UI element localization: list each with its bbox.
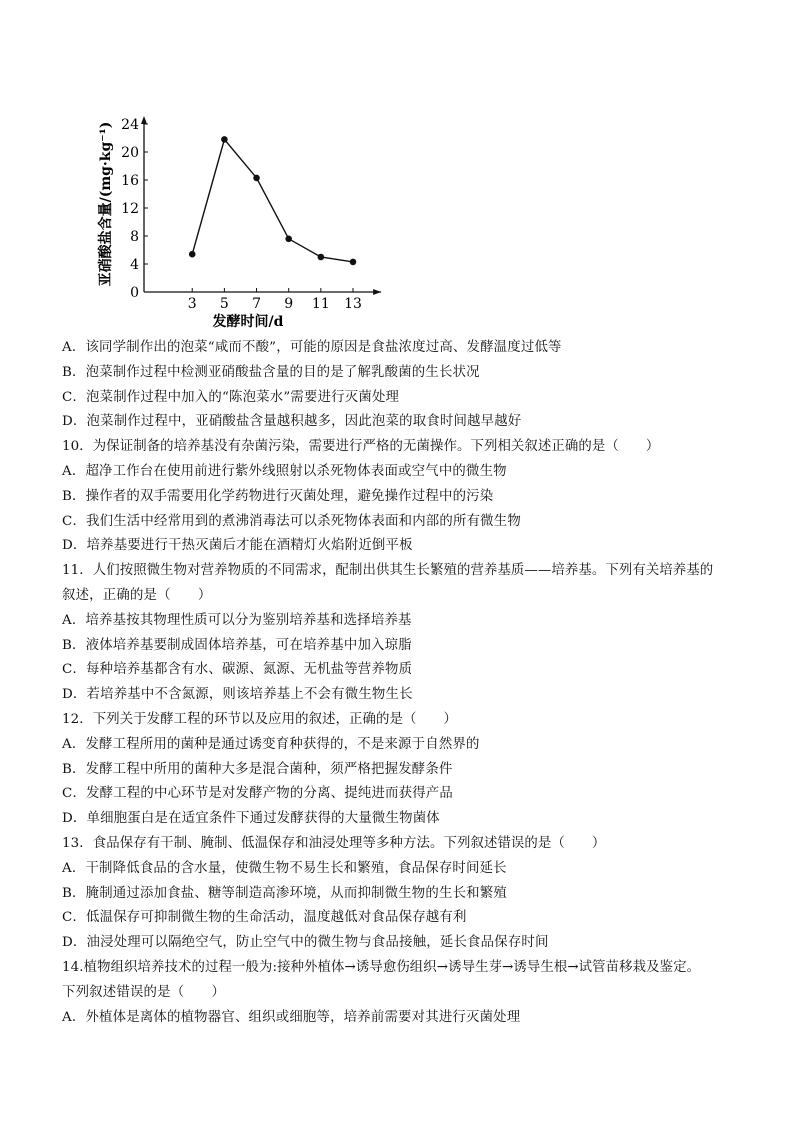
data-point <box>285 236 292 243</box>
text-line: A．超净工作台在使用前进行紫外线照射以杀死物体表面或空气中的微生物 <box>62 463 507 479</box>
x-tick-label: 9 <box>284 296 294 312</box>
text-line: B．发酵工程中所用的菌种大多是混合菌种，须严格把握发酵条件 <box>62 761 453 777</box>
y-tick-label: 24 <box>121 117 139 133</box>
text-line: D．若培养基中不含氮源，则该培养基上不会有微生物生长 <box>62 687 413 703</box>
y-tick-label: 0 <box>130 285 139 301</box>
y-tick-label: 12 <box>121 201 139 217</box>
text-line: 12．下列关于发酵工程的环节以及应用的叙述，正确的是（ ） <box>62 711 457 727</box>
text-line: A．干制降低食品的含水量，使微生物不易生长和繁殖，食品保存时间延长 <box>62 860 507 876</box>
x-tick-label: 11 <box>311 296 330 312</box>
text-line: A．培养基按其物理性质可以分为鉴别培养基和选择培养基 <box>62 612 412 628</box>
text-line: D．培养基要进行干热灭菌后才能在酒精灯火焰附近倒平板 <box>62 538 413 554</box>
data-point <box>318 254 325 261</box>
data-point <box>189 251 196 258</box>
x-tick-label: 13 <box>344 296 362 312</box>
text-line: 13．食品保存有干制、腌制、低温保存和油浸处理等多种方法。下列叙述错误的是（ ） <box>62 835 606 851</box>
text-line: C．泡菜制作过程中加入的“陈泡菜水”需要进行灭菌处理 <box>62 389 400 405</box>
text-line: C．每种培养基都含有水、碳源、氮源、无机盐等营养物质 <box>62 662 413 678</box>
y-tick-label: 20 <box>121 145 139 161</box>
y-axis-label: 亚硝酸盐含量/(mg·kg⁻¹) <box>98 121 114 287</box>
y-tick-label: 16 <box>121 173 139 189</box>
x-tick-label: 7 <box>252 296 261 312</box>
text-line: C．我们生活中经常用到的煮沸消毒法可以杀死物体表面和内部的所有微生物 <box>62 513 521 529</box>
x-axis-label: 发酵时间/d <box>212 314 284 330</box>
chart-axes <box>141 116 381 295</box>
text-line: A．外植体是离体的植物器官、组织或细胞等，培养前需要对其进行灭菌处理 <box>62 1009 521 1025</box>
y-tick-label: 8 <box>130 229 139 245</box>
text-line: B．操作者的双手需要用化学药物进行灭菌处理，避免操作过程中的污染 <box>62 488 494 504</box>
y-tick-label: 4 <box>130 257 139 273</box>
question-text <box>62 336 742 1030</box>
x-tick-label: 5 <box>219 296 229 312</box>
x-axis-arrow <box>373 289 381 295</box>
text-line: 14.植物组织培养技术的过程一般为:接种外植体→诱导愈伤组织→诱导生芽→诱导生根→试管苗移栽及鉴定。 <box>62 959 701 975</box>
text-line: C．低温保存可抑制微生物的生命活动，温度越低对食品保存越有利 <box>62 910 467 926</box>
text-line: D．泡菜制作过程中，亚硝酸盐含量越积越多，因此泡菜的取食时间越早越好 <box>62 414 522 430</box>
data-point <box>221 136 228 143</box>
text-line: A．发酵工程所用的菌种是通过诱变育种获得的，不是来源于自然界的 <box>62 736 480 752</box>
text-line: 11．人们按照微生物对营养物质的不同需求，配制出供其生长繁殖的营养基质——培养基。下列有关培养基的 <box>62 563 714 579</box>
text-line: B．泡菜制作过程中检测亚硝酸盐含量的目的是了解乳酸菌的生长状况 <box>62 364 480 380</box>
text-line: B．腌制通过添加食盐、糖等制造高渗环境，从而抑制微生物的生长和繁殖 <box>62 885 507 901</box>
text-line: 下列叙述错误的是（ ） <box>62 984 226 1000</box>
text-line: D．单细胞蛋白是在适宜条件下通过发酵获得的大量微生物菌体 <box>62 811 440 827</box>
nitrite-line-chart <box>95 112 395 334</box>
text-line: A．该同学制作出的泡菜“咸而不酸”，可能的原因是食盐浓度过高、发酵温度过低等 <box>62 340 562 355</box>
text-line: B．液体培养基要制成固体培养基，可在培养基中加入琼脂 <box>62 637 412 653</box>
data-series <box>189 136 356 265</box>
text-line: 叙述，正确的是（ ） <box>62 587 212 603</box>
y-axis-arrow <box>141 116 147 124</box>
x-tick-label: 3 <box>187 296 197 312</box>
text-line: D．油浸处理可以隔绝空气，防止空气中的微生物与食品接触，延长食品保存时间 <box>62 935 549 951</box>
series-line <box>192 139 353 262</box>
data-point <box>350 259 357 266</box>
data-point <box>253 175 260 182</box>
text-line: 10．为保证制备的培养基没有杂菌污染，需要进行严格的无菌操作。下列相关叙述正确的是（ ） <box>62 439 660 455</box>
text-line: C．发酵工程的中心环节是对发酵产物的分离、提纯进而获得产品 <box>62 786 453 802</box>
